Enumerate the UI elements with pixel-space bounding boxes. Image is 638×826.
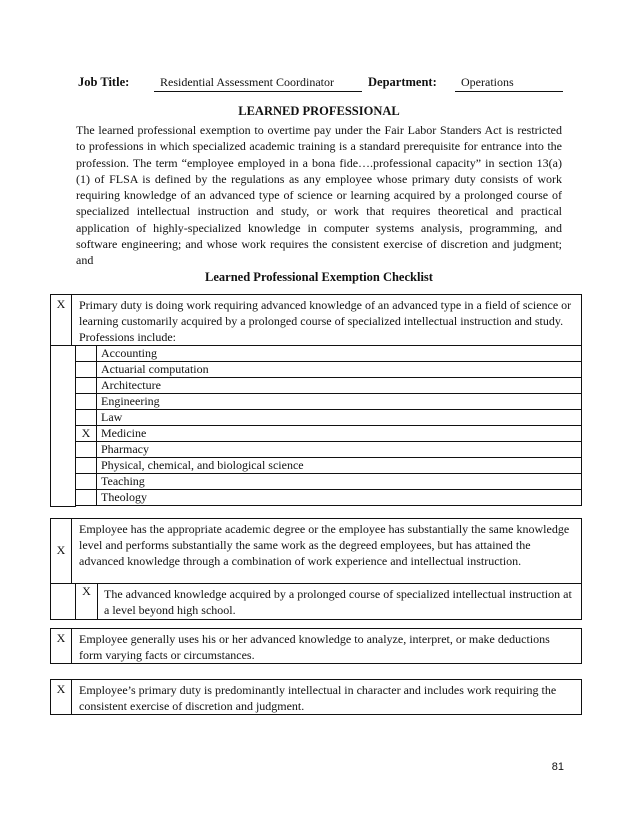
check-mark: X (56, 682, 66, 696)
profession-mark (76, 442, 97, 458)
checkbox-cell (51, 519, 72, 583)
profession-label: Physical, chemical, and biological science (97, 458, 582, 474)
table-border (50, 583, 51, 620)
checklist-item-text: Employee has the appropriate academic degree or the employee has substantially the same knowledge level and performs substantially the same work as the degreed employees, but has attained the advanced knowledge through a combination of work experience and intellectual instruction. (79, 522, 570, 568)
profession-label: Law (97, 410, 582, 426)
profession-label: Teaching (97, 474, 582, 490)
profession-label: Actuarial computation (97, 362, 582, 378)
checklist-item-primary-duty (50, 294, 582, 346)
table-border (50, 345, 51, 507)
profession-row (76, 474, 582, 490)
profession-label: Theology (97, 490, 582, 506)
checklist-item-intellectual (50, 679, 582, 715)
checklist-item-degree (50, 518, 582, 584)
profession-mark (76, 378, 97, 394)
profession-row (76, 442, 582, 458)
checkbox-cell (76, 584, 98, 619)
profession-row (76, 490, 582, 506)
professions-table (75, 345, 582, 506)
profession-label: Engineering (97, 394, 582, 410)
checklist-item-text: Employee’s primary duty is predominantly intellectual in character and includes work requiring the consistent exercise of discretion and judgment. (79, 683, 557, 713)
intro-paragraph: The learned professional exemption to overtime pay under the Fair Labor Standers Act is restricted to professions in which specialized academic training is a standard prerequisite for entrance into the profession. The term “employee employed in a bona fide….professional capacity” in section 13(a)(1) of FLSA is defined by the regulations as any employee whose primary duty consists of work requiring knowledge of an advanced type of science or learning acquired by a prolonged course of specialized intellectual instruction and study, or work that requires theoretical and practical application of highly-specialized knowledge in computer systems analysis, programming, and software engineering; and whose work requires the consistent exercise of discretion and judgment; and (76, 123, 562, 268)
checklist-title: Learned Professional Exemption Checklist (205, 270, 433, 284)
profession-mark (76, 490, 97, 506)
department-value: Operations (455, 75, 563, 92)
section-title: LEARNED PROFESSIONAL (238, 104, 400, 118)
profession-mark (76, 458, 97, 474)
profession-label: Pharmacy (97, 442, 582, 458)
profession-mark (76, 362, 97, 378)
checkbox-cell (51, 680, 72, 714)
profession-row (76, 394, 582, 410)
checklist-item-text: Employee generally uses his or her advanced knowledge to analyze, interpret, or make deductions form varying facts or circumstances. (79, 632, 550, 662)
job-header (0, 75, 638, 95)
profession-row (76, 458, 582, 474)
profession-mark (76, 474, 97, 490)
department-label: Department: (368, 75, 437, 89)
checklist-item-analyze (50, 628, 582, 664)
checklist-subitem-advanced-knowledge (75, 583, 582, 620)
job-title-value: Residential Assessment Coordinator (154, 75, 362, 92)
profession-mark (76, 410, 97, 426)
check-mark: X (56, 543, 66, 557)
profession-row (76, 410, 582, 426)
table-border (50, 619, 76, 620)
job-title-label: Job Title: (78, 75, 130, 89)
check-mark: X (82, 584, 91, 598)
table-border (50, 506, 76, 507)
checklist-item-text: Primary duty is doing work requiring advanced knowledge of an advanced type in a field of science or learning customarily acquired by a prolonged course of specialized intellectual instruction and study. Professions include: (79, 298, 572, 344)
profession-label: Accounting (97, 346, 582, 362)
page-number: 81 (551, 761, 564, 773)
checklist-subitem-text: The advanced knowledge acquired by a prolonged course of specialized intellectual instruction at a level beyond high school. (104, 587, 572, 617)
checkbox-cell (51, 629, 72, 663)
check-mark: X (56, 631, 66, 645)
profession-mark: X (76, 426, 97, 442)
profession-label: Architecture (97, 378, 582, 394)
profession-row (76, 378, 582, 394)
profession-mark (76, 346, 97, 362)
check-mark: X (56, 297, 66, 311)
checkbox-cell (51, 295, 72, 345)
profession-row (76, 346, 582, 362)
profession-label: Medicine (97, 426, 582, 442)
profession-row (76, 426, 582, 442)
profession-row (76, 362, 582, 378)
profession-mark (76, 394, 97, 410)
